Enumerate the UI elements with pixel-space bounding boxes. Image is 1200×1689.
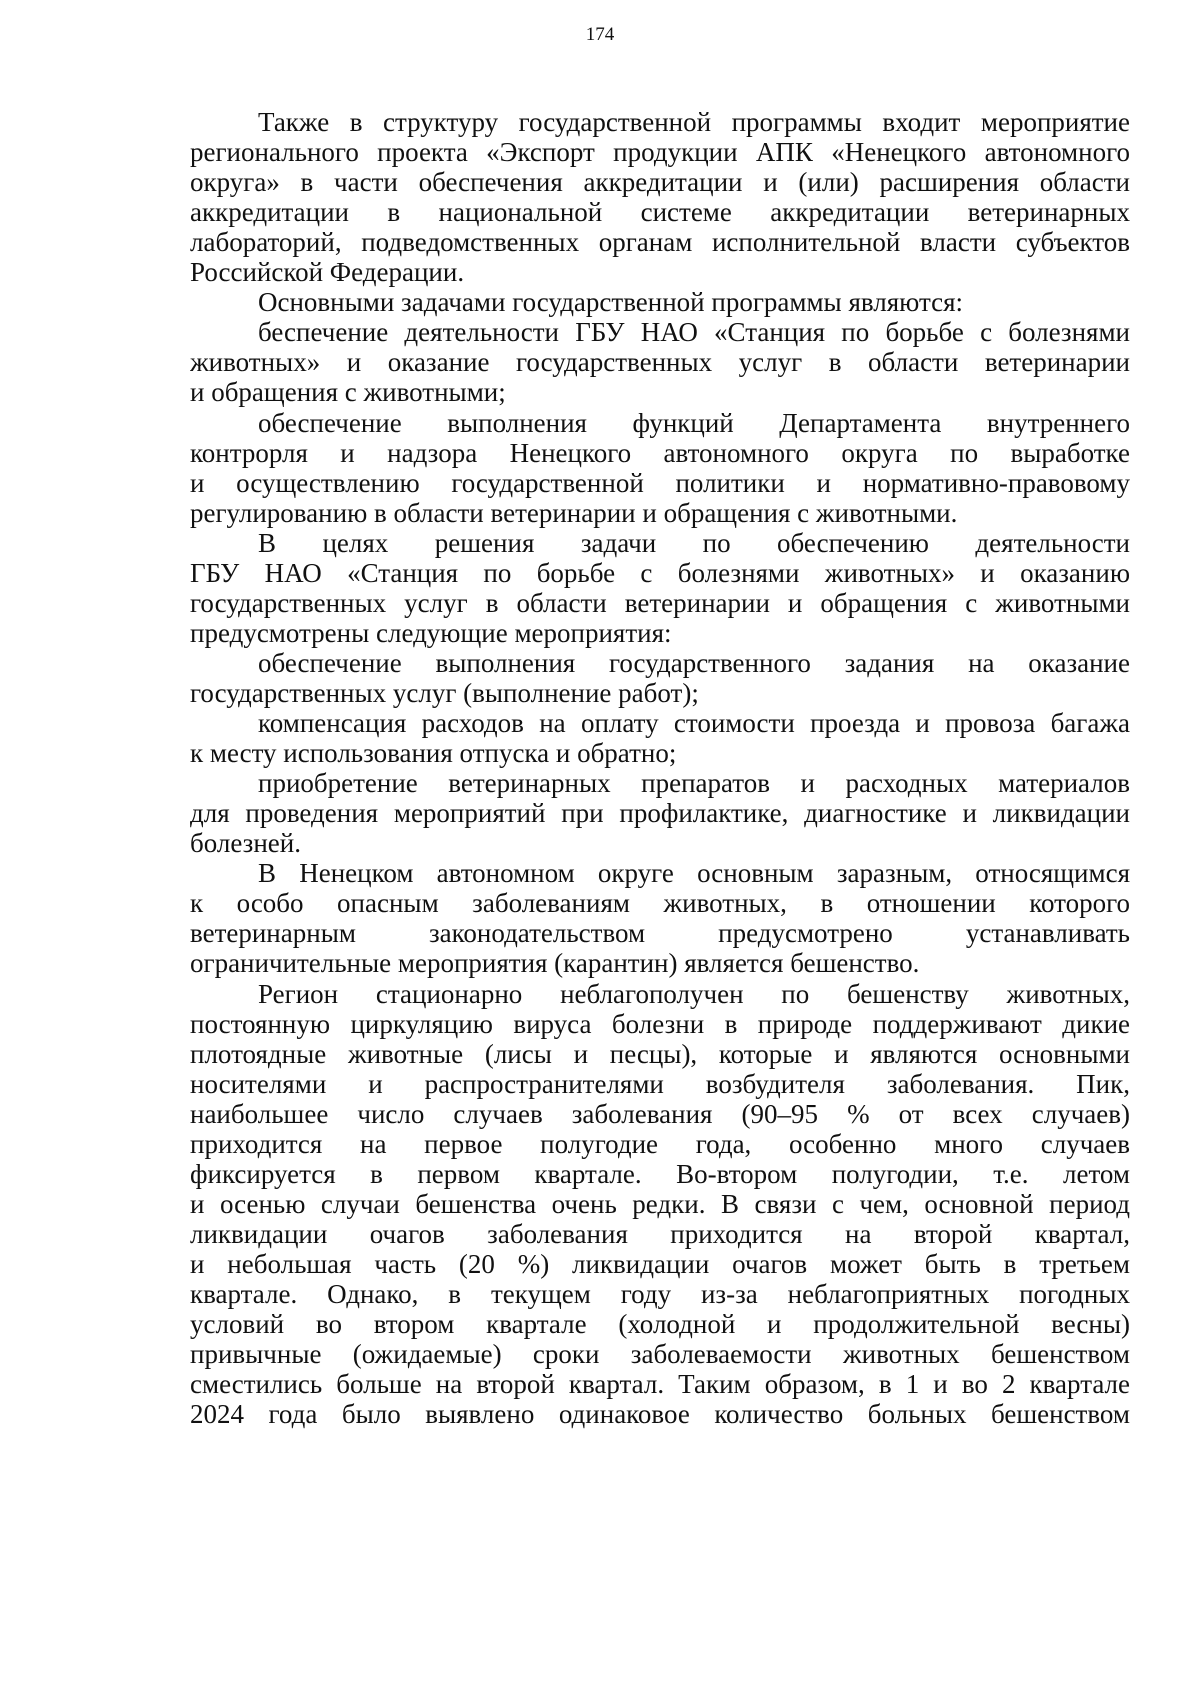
text-line: сместились больше на второй квартал. Таким образом, в 1 и во 2 квартале: [190, 1369, 1130, 1400]
text-line: носителями и распространителями возбудителя заболевания. Пик,: [190, 1068, 1130, 1099]
text-line: В Ненецком автономном округе основным заразным, относящимся: [258, 858, 1130, 889]
text-line: ветеринарным законодательством предусмотрено устанавливать: [190, 918, 1130, 949]
text-line: Регион стационарно неблагополучен по бешенству животных,: [258, 978, 1130, 1009]
page-number: 174: [585, 24, 615, 45]
text-line: ограничительные мероприятия (карантин) является бешенство.: [190, 948, 920, 979]
text-line: лабораторий, подведомственных органам исполнительной власти субъектов: [190, 227, 1130, 258]
text-line: для проведения мероприятий при профилактике, диагностике и ликвидации: [190, 798, 1130, 829]
text-line: регулированию в области ветеринарии и обращения с животными.: [190, 497, 958, 528]
text-line: плотоядные животные (лисы и песцы), которые и являются основными: [190, 1038, 1130, 1069]
text-line: фиксируется в первом квартале. Во-втором полугодии, т.е. летом: [190, 1158, 1130, 1189]
text-line: контрорля и надзора Ненецкого автономного округа по выработке: [190, 437, 1130, 468]
text-line: приходится на первое полугодие года, особенно много случаев: [190, 1128, 1130, 1159]
text-line: беспечение деятельности ГБУ НАО «Станция по борьбе с болезнями: [258, 317, 1130, 348]
text-line: компенсация расходов на оплату стоимости проезда и провоза багажа: [258, 708, 1130, 738]
text-line: регионального проекта «Экспорт продукции АПК «Ненецкого автономного: [190, 137, 1130, 168]
text-line: государственных услуг (выполнение работ);: [190, 678, 699, 708]
text-line: 2024 года было выявлено одинаковое количество больных бешенством: [190, 1399, 1130, 1430]
text-line: предусмотрены следующие мероприятия:: [190, 617, 672, 648]
text-line: привычные (ожидаемые) сроки заболеваемости животных бешенством: [190, 1339, 1130, 1369]
text-line: Основными задачами государственной программы являются:: [258, 287, 963, 318]
text-line: и осуществлению государственной политики и нормативно-правовому: [190, 467, 1130, 498]
text-line: и осенью случаи бешенства очень редки. В связи с чем, основной период: [190, 1188, 1130, 1219]
text-line: обеспечение выполнения функций Департамента внутреннего: [258, 407, 1130, 438]
text-line: наибольшее число случаев заболевания (90–95 % от всех случаев): [190, 1098, 1130, 1129]
text-line: округа» в части обеспечения аккредитации и (или) расширения области: [190, 167, 1130, 198]
text-line: и небольшая часть (20 %) ликвидации очагов может быть в третьем: [190, 1248, 1130, 1279]
text-line: к особо опасным заболеваниям животных, в отношении которого: [190, 888, 1130, 919]
text-line: болезней.: [190, 828, 301, 859]
text-line: ГБУ НАО «Станция по борьбе с болезнями животных» и оказанию: [190, 557, 1130, 588]
text-line: аккредитации в национальной системе аккредитации ветеринарных: [190, 197, 1130, 228]
text-line: и обращения с животными;: [190, 377, 506, 408]
text-line: квартале. Однако, в текущем году из-за неблагоприятных погодных: [190, 1279, 1130, 1309]
text-line: Российской Федерации.: [190, 257, 465, 288]
text-line: приобретение ветеринарных препаратов и расходных материалов: [258, 768, 1130, 799]
text-line: животных» и оказание государственных услуг в области ветеринарии: [190, 347, 1130, 378]
text-line: В целях решения задачи по обеспечению деятельности: [258, 527, 1130, 558]
text-line: Также в структуру государственной программы входит мероприятие: [258, 107, 1130, 137]
text-line: государственных услуг в области ветеринарии и обращения с животными: [190, 587, 1130, 618]
text-line: ликвидации очагов заболевания приходится на второй квартал,: [190, 1218, 1130, 1249]
text-line: к месту использования отпуска и обратно;: [190, 738, 677, 769]
text-line: постоянную циркуляцию вируса болезни в природе поддерживают дикие: [190, 1008, 1130, 1039]
text-line: обеспечение выполнения государственного задания на оказание: [258, 647, 1130, 678]
text-line: условий во втором квартале (холодной и продолжительной весны): [190, 1309, 1130, 1339]
